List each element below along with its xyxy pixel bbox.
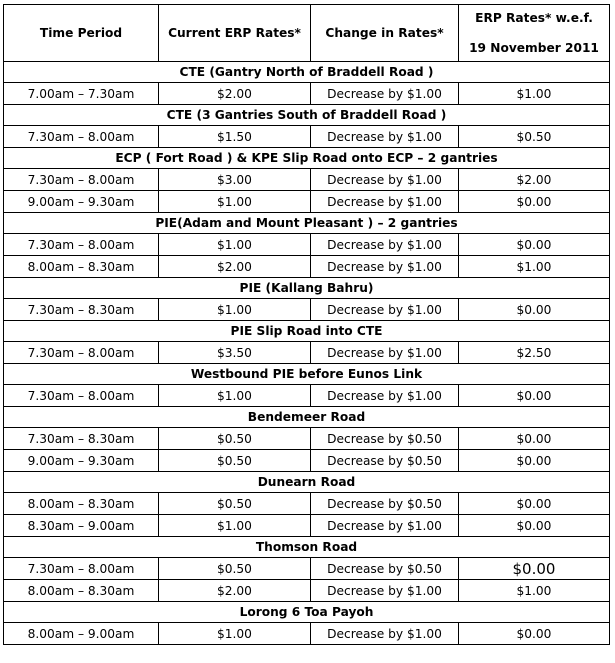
current-rate-cell: $1.00	[159, 299, 311, 321]
section-row	[4, 321, 610, 342]
new-rate-cell: $0.00	[459, 191, 610, 213]
change-cell: Decrease by $1.00	[311, 234, 459, 256]
time-period-cell: 9.00am – 9.30am	[4, 450, 159, 472]
current-rate-cell: $1.00	[159, 385, 311, 407]
current-rate-cell: $0.50	[159, 558, 311, 580]
table-row	[4, 493, 610, 515]
section-title: Westbound PIE before Eunos Link	[4, 364, 610, 385]
new-rate-cell: $2.00	[459, 169, 610, 191]
section-row	[4, 407, 610, 428]
new-rate-cell: $0.00	[459, 428, 610, 450]
section-title: Bendemeer Road	[4, 407, 610, 428]
table-row	[4, 515, 610, 537]
new-rate-cell: $0.00	[459, 299, 610, 321]
time-period-cell: 8.00am – 8.30am	[4, 256, 159, 278]
new-rate-cell: $0.00	[459, 623, 610, 645]
time-period-cell: 7.30am – 8.00am	[4, 234, 159, 256]
section-title: PIE (Kallang Bahru)	[4, 278, 610, 299]
table-row	[4, 342, 610, 364]
current-rate-cell: $3.50	[159, 342, 311, 364]
change-cell: Decrease by $1.00	[311, 256, 459, 278]
current-rate-cell: $1.00	[159, 234, 311, 256]
change-cell: Decrease by $0.50	[311, 493, 459, 515]
header-new-rates	[459, 5, 610, 62]
table-row	[4, 450, 610, 472]
table-row	[4, 234, 610, 256]
section-row	[4, 364, 610, 385]
new-rate-cell: $2.50	[459, 342, 610, 364]
change-cell: Decrease by $1.00	[311, 126, 459, 148]
new-rate-cell: $0.00	[459, 234, 610, 256]
section-title: Thomson Road	[4, 537, 610, 558]
change-cell: Decrease by $1.00	[311, 385, 459, 407]
current-rate-cell: $3.00	[159, 169, 311, 191]
section-title: ECP ( Fort Road ) & KPE Slip Road onto ECP – 2 gantries	[4, 148, 610, 169]
change-cell: Decrease by $1.00	[311, 169, 459, 191]
new-rate-cell: $1.00	[459, 83, 610, 105]
section-title: CTE (Gantry North of Braddell Road )	[4, 62, 610, 83]
header-current-rates: Current ERP Rates*	[159, 5, 311, 62]
table-row	[4, 623, 610, 645]
section-title: PIE Slip Road into CTE	[4, 321, 610, 342]
time-period-cell: 7.30am – 8.00am	[4, 385, 159, 407]
header-change: Change in Rates*	[311, 5, 459, 62]
change-cell: Decrease by $0.50	[311, 428, 459, 450]
section-row	[4, 472, 610, 493]
table-row	[4, 558, 610, 580]
change-cell: Decrease by $1.00	[311, 83, 459, 105]
change-cell: Decrease by $1.00	[311, 299, 459, 321]
section-title: Dunearn Road	[4, 472, 610, 493]
section-row	[4, 602, 610, 623]
change-cell: Decrease by $0.50	[311, 558, 459, 580]
erp-rates-table	[3, 4, 610, 645]
section-row	[4, 105, 610, 126]
current-rate-cell: $1.00	[159, 191, 311, 213]
new-rate-cell: $0.00	[459, 493, 610, 515]
change-cell: Decrease by $0.50	[311, 450, 459, 472]
time-period-cell: 7.30am – 8.00am	[4, 126, 159, 148]
time-period-cell: 8.30am – 9.00am	[4, 515, 159, 537]
table-body	[4, 62, 610, 645]
time-period-cell: 8.00am – 8.30am	[4, 580, 159, 602]
current-rate-cell: $0.50	[159, 493, 311, 515]
change-cell: Decrease by $1.00	[311, 580, 459, 602]
table-row	[4, 428, 610, 450]
table-row	[4, 191, 610, 213]
table-row	[4, 299, 610, 321]
section-title: PIE(Adam and Mount Pleasant ) – 2 gantries	[4, 213, 610, 234]
table-row	[4, 126, 610, 148]
time-period-cell: 7.30am – 8.00am	[4, 169, 159, 191]
change-cell: Decrease by $1.00	[311, 515, 459, 537]
current-rate-cell: $2.00	[159, 83, 311, 105]
current-rate-cell: $2.00	[159, 580, 311, 602]
section-title: Lorong 6 Toa Payoh	[4, 602, 610, 623]
time-period-cell: 9.00am – 9.30am	[4, 191, 159, 213]
new-rate-cell: $0.50	[459, 126, 610, 148]
section-row	[4, 148, 610, 169]
table-row	[4, 385, 610, 407]
current-rate-cell: $0.50	[159, 450, 311, 472]
header-new-rates-line2: 19 November 2011	[469, 41, 599, 55]
time-period-cell: 7.30am – 8.30am	[4, 428, 159, 450]
change-cell: Decrease by $1.00	[311, 342, 459, 364]
time-period-cell: 8.00am – 8.30am	[4, 493, 159, 515]
table-row	[4, 256, 610, 278]
time-period-cell: 7.30am – 8.30am	[4, 299, 159, 321]
section-row	[4, 213, 610, 234]
new-rate-cell: $0.00	[459, 450, 610, 472]
time-period-cell: 7.00am – 7.30am	[4, 83, 159, 105]
time-period-cell: 7.30am – 8.00am	[4, 342, 159, 364]
header-time-period: Time Period	[4, 5, 159, 62]
time-period-cell: 7.30am – 8.00am	[4, 558, 159, 580]
change-cell: Decrease by $1.00	[311, 623, 459, 645]
new-rate-cell: $0.00	[459, 385, 610, 407]
current-rate-cell: $1.50	[159, 126, 311, 148]
table-row	[4, 169, 610, 191]
current-rate-cell: $1.00	[159, 515, 311, 537]
header-row	[4, 5, 610, 62]
new-rate-cell: $0.00	[459, 515, 610, 537]
table-row	[4, 83, 610, 105]
change-cell: Decrease by $1.00	[311, 191, 459, 213]
section-row	[4, 62, 610, 83]
section-row	[4, 537, 610, 558]
table-row	[4, 580, 610, 602]
current-rate-cell: $0.50	[159, 428, 311, 450]
new-rate-cell: $1.00	[459, 256, 610, 278]
time-period-cell: 8.00am – 9.00am	[4, 623, 159, 645]
section-row	[4, 278, 610, 299]
current-rate-cell: $1.00	[159, 623, 311, 645]
new-rate-cell: $1.00	[459, 580, 610, 602]
new-rate-cell: $0.00	[459, 558, 610, 580]
section-title: CTE (3 Gantries South of Braddell Road )	[4, 105, 610, 126]
current-rate-cell: $2.00	[159, 256, 311, 278]
header-new-rates-line1: ERP Rates* w.e.f.	[475, 10, 593, 25]
